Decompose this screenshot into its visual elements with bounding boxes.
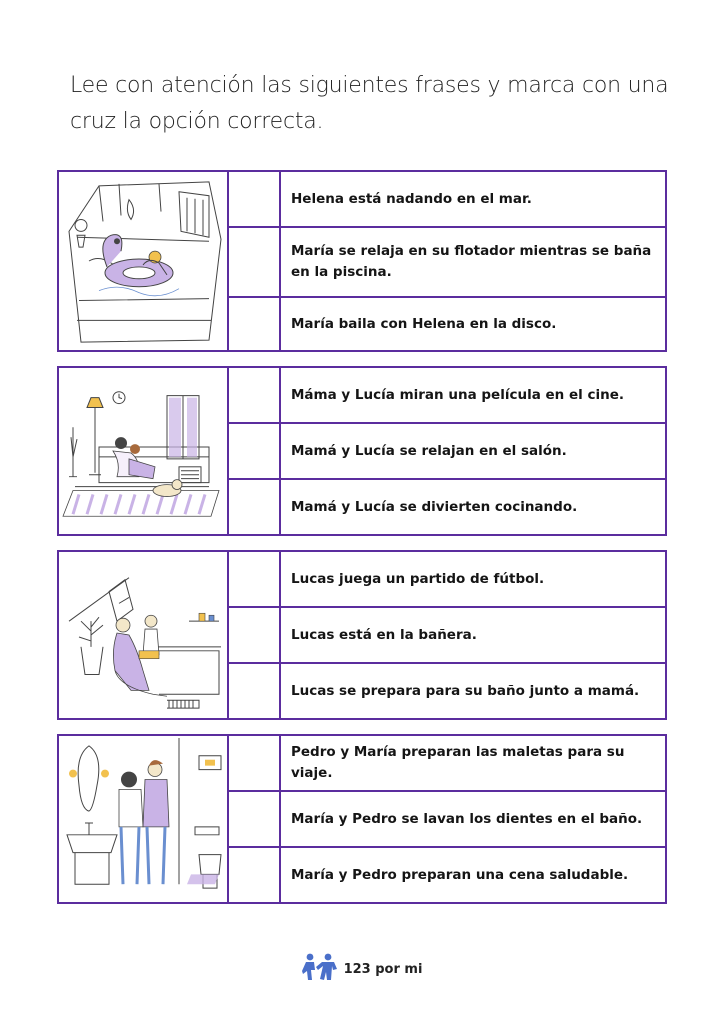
answer-checkbox-4c[interactable] — [229, 848, 281, 902]
option-text: María y Pedro se lavan los dientes en el baño. — [281, 792, 665, 848]
option-text: Helena está nadando en el mar. — [281, 172, 665, 228]
exercise-4 — [57, 734, 667, 904]
exercise-3 — [57, 550, 667, 720]
answer-checkbox-4b[interactable] — [229, 792, 281, 848]
kids-logo-icon — [302, 952, 338, 986]
instructions-text: Lee con atención las siguientes frases y marca con una cruz la opción correcta. — [70, 73, 669, 134]
option-text: Lucas está en la bañera. — [281, 608, 665, 664]
option-text: Lucas juega un partido de fútbol. — [281, 552, 665, 608]
brand-name: 123 por mi — [343, 961, 423, 977]
answer-checkbox-3b[interactable] — [229, 608, 281, 664]
option-text: María y Pedro preparan una cena saludable. — [291, 866, 629, 883]
bathroom-toothbrush-illustration — [59, 736, 229, 902]
option-text: Pedro y María preparan las maletas para su viaje. — [281, 736, 665, 792]
answer-checkbox-3c[interactable] — [229, 664, 281, 718]
bath-time-illustration — [59, 552, 229, 718]
exercise-2 — [57, 366, 667, 536]
option-text: María baila con Helena en la disco. — [291, 315, 557, 332]
living-room-illustration — [59, 368, 229, 534]
answer-checkbox-2a[interactable] — [229, 368, 281, 424]
exercise-1 — [57, 170, 667, 352]
option-text: Mamá y Lucía se divierten cocinando. — [291, 498, 578, 515]
answer-checkbox-2b[interactable] — [229, 424, 281, 480]
option-text: Mamá y Lucía se relajan en el salón. — [281, 424, 665, 480]
answer-checkbox-3a[interactable] — [229, 552, 281, 608]
pool-float-illustration — [59, 172, 229, 350]
answer-checkbox-1a[interactable] — [229, 172, 281, 228]
answer-checkbox-2c[interactable] — [229, 480, 281, 534]
footer — [0, 952, 724, 986]
option-text: Máma y Lucía miran una película en el cine. — [281, 368, 665, 424]
option-text: María se relaja en su flotador mientras se baña en la piscina. — [281, 228, 665, 298]
answer-checkbox-4a[interactable] — [229, 736, 281, 792]
answer-checkbox-1c[interactable] — [229, 298, 281, 350]
option-text: Lucas se prepara para su baño junto a mamá. — [291, 682, 640, 699]
answer-checkbox-1b[interactable] — [229, 228, 281, 298]
